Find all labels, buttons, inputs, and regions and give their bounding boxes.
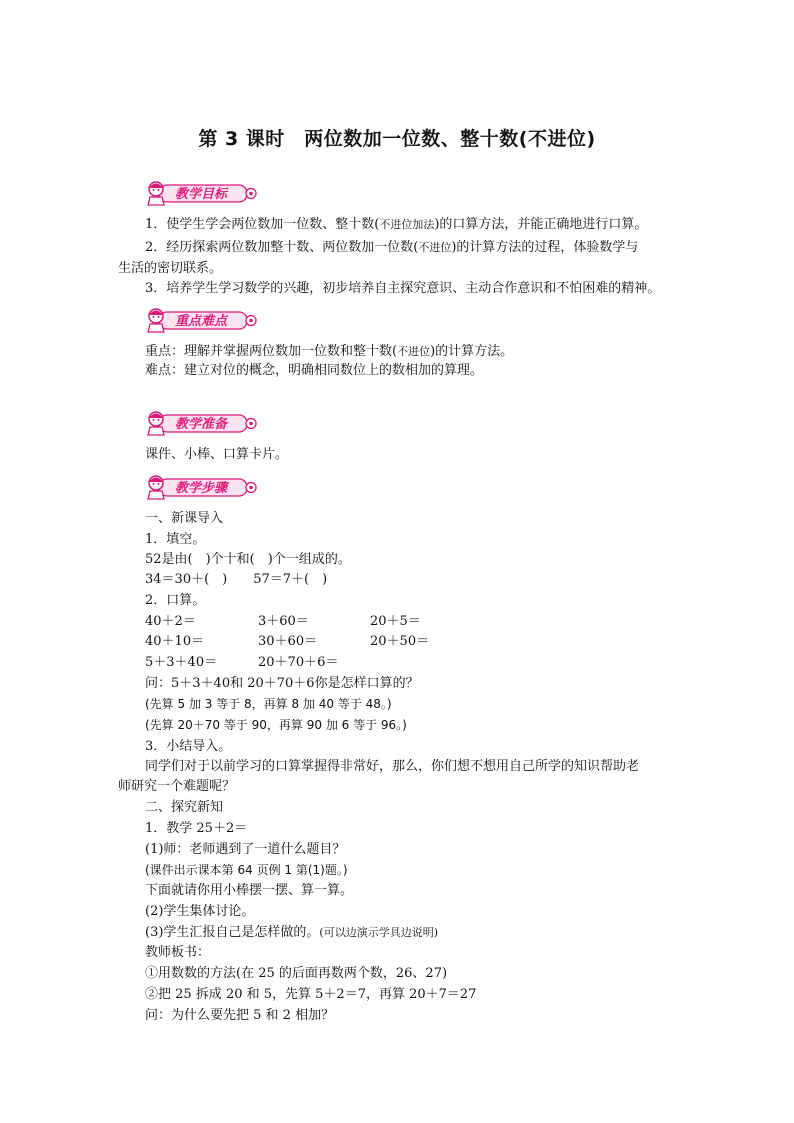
step-heading-2: 二、探究新知 <box>145 800 224 815</box>
step-line: ①用数数的方法(在 25 的后面再数两个数，26、27) <box>145 966 448 981</box>
step-note: (课件出示课本第 64 页例 1 第(1)题。) <box>145 863 348 877</box>
goal-2-cont: 生活的密切联系。 <box>118 261 223 276</box>
step-line: (2)学生集体讨论。 <box>145 904 255 919</box>
keypoint-1: 重点：理解并掌握两位数加一位数和整十数(不进位)的计算方法。 <box>145 344 514 359</box>
step-line: 1．教学 25＋2＝ <box>145 821 248 836</box>
section-badge-keypoints <box>145 307 261 333</box>
calc-cell: 3＋60＝ <box>258 614 309 629</box>
section-title-prep: 教学准备 <box>175 417 228 432</box>
section-badge-goals <box>145 180 261 206</box>
step-line: (1)师：老师遇到了一道什么题目？ <box>145 842 346 857</box>
step-line: 问：5＋3＋40和 20＋70＋6你是怎样口算的？ <box>145 676 419 691</box>
goal-2: 2．经历探索两位数加整十数、两位数加一位数(不进位)的计算方法的过程，体验数学与 <box>145 240 639 255</box>
step-heading-1: 一、新课导入 <box>145 511 224 526</box>
calc-cell: 20＋70＋6＝ <box>258 655 339 670</box>
step-answer: (先算 20＋70 等于 90，再算 90 加 6 等于 96。) <box>145 718 407 732</box>
section-title-steps: 教学步骤 <box>175 481 228 496</box>
goal-3: 3．培养学生学习数学的兴趣，初步培养自主探究意识、主动合作意识和不怕困难的精神。 <box>145 281 661 296</box>
girl-icon <box>145 474 261 500</box>
step-fill-blank: 1．填空。 <box>145 532 206 547</box>
calc-cell: 30＋60＝ <box>258 634 318 649</box>
step-line: 52是由( )个十和( )个一组成的。 <box>145 552 351 567</box>
step-line: ②把 25 拆成 20 和 5，先算 5＋2＝7，再算 20＋7＝27 <box>145 987 477 1002</box>
step-line: 下面就请你用小棒摆一摆、算一算。 <box>145 883 354 898</box>
prep-text: 课件、小棒、口算卡片。 <box>145 447 289 462</box>
calc-cell: 20＋5＝ <box>370 614 421 629</box>
section-badge-prep <box>145 410 261 436</box>
step-line: 3．小结导入。 <box>145 739 232 754</box>
step-line: 教师板书： <box>145 945 211 960</box>
section-title-keypoints: 重点难点 <box>175 314 228 329</box>
girl-icon <box>145 180 261 206</box>
step-line: 问：为什么要先把 5 和 2 相加？ <box>145 1008 335 1023</box>
step-answer: (先算 5 加 3 等于 8，再算 8 加 40 等于 48。) <box>145 697 392 711</box>
step-line: 34＝30＋( ) 57＝7＋( ) <box>145 572 328 587</box>
calc-cell: 40＋10＝ <box>145 634 205 649</box>
calc-cell: 40＋2＝ <box>145 614 196 629</box>
girl-icon <box>145 307 261 333</box>
keypoint-2: 难点：建立对位的概念，明确相同数位上的数相加的算理。 <box>145 363 484 378</box>
section-badge-steps <box>145 474 261 500</box>
girl-icon <box>145 410 261 436</box>
calc-cell: 5＋3＋40＝ <box>145 655 218 670</box>
page-title: 第 3 课时 两位数加一位数、整十数(不进位) <box>198 128 596 150</box>
step-line: (3)学生汇报自己是怎样做的。(可以边演示学具边说明) <box>145 925 439 940</box>
step-line: 同学们对于以前学习的口算掌握得非常好，那么，你们想不想用自己所学的知识帮助老 <box>145 759 640 774</box>
section-title-goals: 教学目标 <box>175 187 228 202</box>
step-mental-calc: 2．口算。 <box>145 593 206 608</box>
goal-1: 1．使学生学会两位数加一位数、整十数(不进位加法)的口算方法，并能正确地进行口算。 <box>145 217 648 232</box>
step-line: 师研究一个难题呢？ <box>118 779 236 794</box>
calc-cell: 20＋50＝ <box>370 634 430 649</box>
